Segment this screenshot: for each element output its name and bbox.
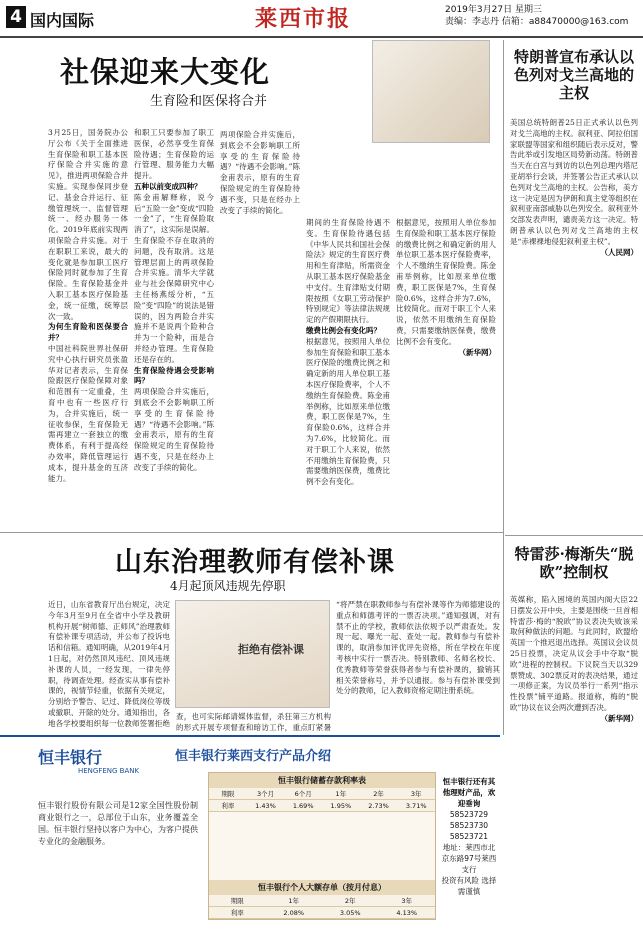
table-header-row bbox=[209, 788, 435, 800]
paragraph: “将严禁在职教师参与有偿补课等作为师德建设的重点和师德考评的一票否决项。”通知强调，对有禁不止的学校，教师依法依规予以严肃查处。发现一起、曝光一起、查处一起。教师参与有偿补课的，取消参加评优评先资格，所在学校在年度考核中实行一票否决。特别教师、名师名校长、优秀教师等荣誉获得者参与有偿补课的，撤销其相关荣誉称号，并予以通报。参与有偿补课受到处分的教师，记入教师资格定期注册系统。 bbox=[336, 600, 500, 696]
table-cell: 1.95% bbox=[330, 802, 352, 810]
table-cell: 3.71% bbox=[405, 802, 427, 810]
paragraph: 期间的生育保险待遇不变。生育保险待遇包括《中华人民共和国社会保险法》规定的生育医疗费用和生育津贴，所需资金从职工基本医疗保险基金中支付。生育津贴支付期限按照《女职工劳动保护特别规定》等法律法规规定的产假期限执行。 bbox=[306, 218, 390, 325]
story1-column-3 bbox=[220, 130, 300, 530]
paragraph: 查，也可实际邮请媒体监督，杀狂第三方机构的形式开展专项督查和暗访工作，重点盯紧暑 bbox=[176, 712, 331, 732]
table-cell: 1年 bbox=[288, 897, 300, 905]
ad-title: 恒丰银行莱西支行产品介绍 bbox=[175, 749, 332, 764]
section-divider bbox=[505, 535, 643, 536]
story2-column-1 bbox=[48, 600, 170, 730]
story1-subhead-1: 为何生育险和医保要合并？ bbox=[48, 322, 128, 343]
paragraph: 3月25日，国务院办公厅公布《关于全面推进生育保险和职工基本医疗保险合并实施的意见》，推进两项保险合并实施。实现参保同步登记、基金合并运行、征缴管理统一、监督管理统一、经办服务一体化。2019年底前实现两项保险合并实施。对于在职职工来说，最大的变化就是参加职工医疗保险同时就参加了生育保险。生育保险基金并入职工基本医疗保险基金，统一征缴，统筹层次一致。 bbox=[48, 128, 128, 321]
table-cell: 1.43% bbox=[255, 802, 276, 810]
table-header-row bbox=[209, 895, 435, 907]
phone-number: 58523730 bbox=[449, 821, 489, 830]
paragraph: 中国社科院世界社保研究中心执行研究员张盈华对记者表示，生育保险跟医疗保险保障对象和范围有一定重叠，生育中也有一些医疗行为，合并实施后，统一征收参保，生育保险无需再建立一套独立的缴费体系，有利于提高经办效率，降低管理运行成本，提升基金的互济能力。 bbox=[48, 343, 128, 483]
source-credit: （人民网） bbox=[600, 247, 638, 257]
table-cell: 期限 bbox=[221, 790, 235, 798]
source-credit: （新华网） bbox=[458, 347, 496, 357]
table-cell: 2年 bbox=[344, 897, 356, 905]
paragraph: 两项保险合并实施后，到底会不会影响职工所享受的生育保险待遇？“待遇不会影响。”陈金甫表示，原有的生育保险规定的生育保险待遇不变，只是在经办上改变了手续的简化。 bbox=[134, 387, 214, 472]
rate-table bbox=[208, 772, 436, 920]
headline-tutoring: 山东治理教师有偿补课 bbox=[115, 547, 395, 578]
newspaper-logo: 莱西市报 bbox=[255, 6, 352, 32]
paragraph: 陈金甫解释称，说今后“五险一金”变成“四险一金”了，“生育保险取消了”，这实际是误解。生育保险不存在取消的问题，没有取消。这是管理层面上的两项保险合并实施。清华大学就业与社会保障研究中心主任杨燕绥分析，“五险”变“四险”的说法是错误的，因为两险合并实施并不是说两个险种合并为一个险种，而是合并经办管理。生育保险还是存在的。 bbox=[134, 192, 214, 364]
phone-number: 58523729 bbox=[449, 810, 489, 819]
paragraph: 美国总统特朗普25日正式承认以色列对戈兰高地的主权。叙利亚、阿拉伯国家联盟等国家和组织随后表示反对，警告此举或引发地区局势新动荡。特朗普当天在白宫与到访的以色列总理内塔尼亚胡举行会谈，并签署公告正式承认以色列对戈兰高地的主权。公告称，美方这一决定是因为伊朗和真主党等组织在叙利亚南部威胁以色列安全。叙利亚外交部发表声明，谴责美方这一决定。特朗普承认以色列对戈兰高地的主权是“赤裸裸地侵犯叙利亚主权”。 bbox=[510, 118, 638, 246]
story1-subhead-3: 生育保险待遇会受影响吗？ bbox=[134, 365, 214, 386]
table-cell: 2年 bbox=[373, 790, 384, 798]
illustration-caption: 拒绝有偿补课 bbox=[238, 643, 304, 656]
paragraph: 根据意见，按照用人单位参加生育保险和职工基本医疗保险的缴费比例之和确定新的用人单位职工基本医疗保险费率，个人不缴纳生育保险费。陈金甫举例称，比如原来单位缴费，职工医保是7%，生育保险0.6%，这样合并为7.6%，比较简化。而对于职工个人来说，依然不用缴纳生育保险费，只需要缴纳医保费，缴费比例不会有变化。 bbox=[306, 336, 390, 487]
headline-social-insurance: 社保迎来大变化 bbox=[60, 55, 271, 89]
table-row bbox=[209, 907, 435, 919]
headline-golan: 特朗普宣布承认以色列对戈兰高地的主权 bbox=[513, 48, 634, 102]
product-description-area bbox=[209, 812, 435, 880]
table-cell: 1.69% bbox=[292, 802, 314, 810]
page-number: 4 bbox=[6, 6, 26, 28]
story1-column-4 bbox=[306, 218, 390, 530]
table-row bbox=[209, 800, 435, 812]
section-title: 国内国际 bbox=[30, 11, 95, 30]
table-cell: 3年 bbox=[401, 897, 413, 905]
subheadline-social-insurance: 生育险和医保将合并 bbox=[150, 94, 268, 109]
table-cell: 3个月 bbox=[256, 790, 275, 798]
tutoring-illustration bbox=[175, 600, 330, 708]
paragraph: 根据意见，按照用人单位参加生育保险和职工基本医疗保险的缴费比例之和确定新的用人单位职工基本医疗保险费率，个人不缴纳生育保险费。陈金甫举例称，比如原来单位缴费，职工医保是7%，生育保险0.6%，这样合并为7.6%，比较简化。而对于职工个人来说，依然不用缴纳生育保险费，只需要缴纳医保费，缴费比例不会有变化。 bbox=[396, 218, 496, 346]
ad-contact-box bbox=[440, 776, 498, 897]
paragraph: 和职工只要参加了职工医保，必然享受生育保险待遇；生育保险的运行管理、服务能力大幅提升。 bbox=[134, 128, 214, 181]
story1-subhead-4: 缴费比例会有变化吗？ bbox=[306, 325, 381, 335]
address: 地址：莱西市北京东路97号莱西支行 bbox=[441, 843, 497, 874]
bank-intro: 恒丰银行股份有限公司是12家全国性股份制商业银行之一，总部位于山东，业务覆盖全国。恒丰银行坚持以客户为中心，为客户提供专业化的金融服务。 bbox=[38, 801, 198, 846]
story1-subhead-2: 五种以前变成四种？ bbox=[134, 181, 202, 191]
table-cell: 3年 bbox=[410, 790, 422, 798]
table-cell: 期限 bbox=[230, 897, 244, 905]
table-cell: 利率 bbox=[230, 909, 244, 917]
story1-column-2 bbox=[134, 128, 214, 528]
bank-logo: 恒丰银行 bbox=[38, 748, 103, 767]
story1-column-5 bbox=[396, 218, 496, 530]
table-cell: 3.05% bbox=[339, 909, 361, 917]
table-cell: 利率 bbox=[221, 802, 235, 810]
table2-title: 恒丰银行个人大额存单（按月付息） bbox=[209, 880, 435, 895]
headline-brexit: 特雷莎·梅渐失“脱欧”控制权 bbox=[514, 545, 634, 581]
editor-line: 责编：李志丹 信箱：a88470000@163.com bbox=[445, 17, 629, 27]
source-credit: （新华网） bbox=[600, 713, 638, 723]
risk-slogan: 投资有风险 选择需谨慎 bbox=[441, 876, 497, 896]
table1-title: 恒丰银行储蓄存款利率表 bbox=[209, 773, 435, 788]
column-divider bbox=[503, 40, 504, 735]
ad-side-text: 恒丰银行还有其他理财产品，欢迎垂询 bbox=[442, 777, 496, 808]
subheadline-tutoring: 4月起顶风违规先停职 bbox=[170, 579, 286, 593]
brexit-body bbox=[510, 595, 638, 940]
golan-body bbox=[510, 118, 638, 523]
date-line: 2019年3月27日 星期三 bbox=[445, 5, 542, 15]
section-divider bbox=[0, 532, 503, 533]
paragraph: 英媒称，陷入困境的英国内阁大臣22日摆发公开中央，主要是围绕一旦首相特雷莎·梅的“脱欧”协议表决失败该采取何种做法的问题。与此同时，欧盟给英国一个推迟退出选择。英国议会议员25日投票，决定从议会手中夺取“脱欧”进程的控制权。下议院当天以329票赞成、302票反对的表决结果，通过一项修正案，为议员举行一系列“指示性投票”铺平道路。报道称，梅的“脱欧”协议在议会两次遭到否决。 bbox=[510, 595, 638, 712]
story2-column-2 bbox=[176, 712, 331, 732]
table-cell: 2.73% bbox=[368, 802, 389, 810]
story2-column-3 bbox=[336, 600, 500, 730]
header-meta bbox=[445, 4, 628, 28]
paragraph: 两项保险合并实施后，到底会不会影响职工所享受的生育保险待遇？“待遇不会影响。”陈金甫表示，原有的生育保险规定的生育保险待遇不变，只是在经办上改变了手续的简化。 bbox=[220, 130, 300, 215]
table-cell: 2.08% bbox=[283, 909, 305, 917]
story1-column-1 bbox=[48, 128, 128, 528]
bank-logo-en: HENGFENG BANK bbox=[78, 767, 140, 775]
table-cell: 4.13% bbox=[396, 909, 418, 917]
paragraph: 近日，山东省教育厅出台规定，决定今年3月至9月在全省中小学及教研机构开展“树师德、正师风”治理教师有偿补课专项活动，并公布了投诉电话和信箱。通知明确，从2019年4月1日起，对仍然顶风违纪、顶风违规补课的人员，一经发现，一律先停职，待调查处理。经查实从事有偿补课的，视情节轻重，依据有关规定，分别给予警告、记过、降低岗位等级或撤职、开除的处分。通知指出，各地各学校要组织每一位教师签署拒绝 bbox=[48, 600, 170, 728]
insurance-photo bbox=[372, 40, 490, 143]
table-cell: 6个月 bbox=[294, 790, 312, 798]
phone-number: 58523721 bbox=[449, 832, 489, 841]
table-cell: 1年 bbox=[335, 790, 347, 798]
